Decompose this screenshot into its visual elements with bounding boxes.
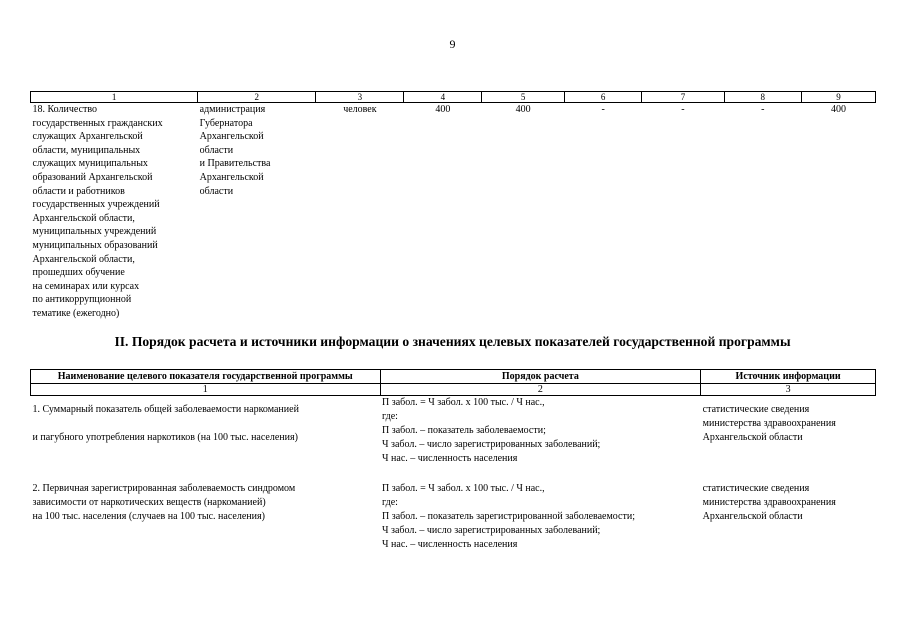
column-number-row (31, 92, 876, 103)
col-number: 8 (724, 92, 801, 103)
col-number: 5 (482, 92, 565, 103)
col-number: 3 (316, 92, 404, 103)
header-source: Источник информации (701, 370, 876, 384)
col-number: 6 (564, 92, 641, 103)
header-row (31, 370, 876, 384)
row-spacer (31, 466, 876, 482)
value-cell: 400 (515, 104, 531, 115)
col-number: 1 (31, 92, 198, 103)
responsible-executor: администрация Губернатора Архангельской области и Правительства Архангельской области (199, 104, 271, 197)
section-title: II. Порядок расчета и источники информации о значениях целевых показателей государственной программы (114, 334, 791, 349)
indicators-table (30, 91, 876, 321)
column-number-row (31, 384, 876, 396)
value-cell: - (761, 104, 765, 115)
value-cell: - (601, 104, 605, 115)
unit-of-measure: человек (343, 104, 377, 115)
page-number: 9 (449, 37, 456, 51)
indicator-name: 18. Количество государственных гражданских служащих Архангельской области, муниципальных служащих муниципальных образований Архангельской области и работников государственных учреждений Архангельской области, муниципальных учреждений муниципальных образований Архангельской области, прошедших обучение на семинарах или курсах по антикоррупционной тематике (ежегодно) (32, 104, 163, 319)
header-indicator-name: Наименование целевого показателя государственной программы (31, 370, 381, 384)
table-row (31, 396, 876, 467)
table-row (31, 482, 876, 552)
header-calculation: Порядок расчета (380, 370, 701, 384)
col-number: 4 (404, 92, 482, 103)
calculation-table (30, 369, 876, 552)
indicator-name: 2. Первичная зарегистрированная заболеваемость синдромом зависимости от наркотических веществ (наркоманией) на 100 тыс. населения (случаев на 100 тыс. населения) (32, 483, 296, 522)
col-number: 2 (198, 92, 316, 103)
table-row (31, 103, 876, 321)
value-cell: - (681, 104, 685, 115)
col-number: 1 (31, 384, 381, 396)
col-number: 2 (380, 384, 701, 396)
value-cell: 400 (435, 104, 451, 115)
col-number: 3 (701, 384, 876, 396)
calculation-formula: П забол. = Ч забол. х 100 тыс. / Ч нас., где: П забол. – показатель зарегистрированной заболеваемости; Ч забол. – число зарегистрированных заболеваний; Ч нас. – численность населения (382, 483, 635, 550)
information-source: статистические сведения министерства здравоохранения Архангельской области (702, 483, 836, 522)
indicator-name: 1. Суммарный показатель общей заболеваемости наркоманией и пагубного употребления наркотиков (на 100 тыс. населения) (32, 404, 299, 443)
col-number: 9 (801, 92, 875, 103)
value-cell: 400 (830, 104, 846, 115)
calculation-formula: П забол. = Ч забол. х 100 тыс. / Ч нас., где: П забол. – показатель заболеваемости; Ч забол. – число зарегистрированных заболеваний; Ч нас. – численность населения (382, 397, 601, 464)
information-source: статистические сведения министерства здравоохранения Архангельской области (702, 404, 836, 443)
col-number: 7 (642, 92, 724, 103)
